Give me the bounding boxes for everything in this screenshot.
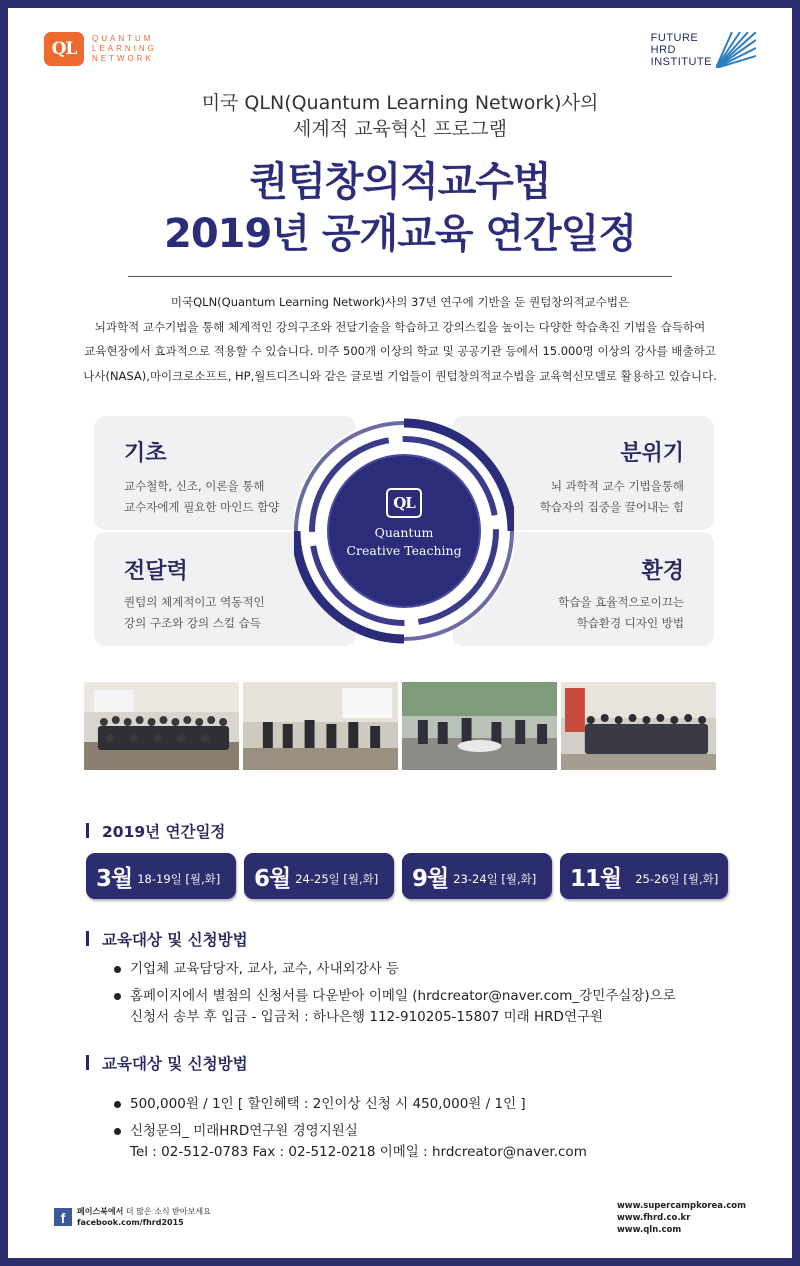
facebook-rest: 더 많은 소식 받아보세요 [123,1207,211,1216]
panel-line: 학습을 효율적으로이끄는 [558,595,684,609]
website-link[interactable]: www.supercampkorea.com [616,1201,746,1211]
schedule-dates: 25-26일 [월,화] [635,872,719,886]
list-item-line: 500,000원 / 1인 [ 할인혜택 : 2인이상 신청 시 450,000원 / 1인 ] [130,1096,526,1112]
page-title [8,156,792,260]
schedule-month: 6월 [254,865,291,892]
panel-text [540,476,684,518]
qct-diagram [94,408,714,654]
center-line: Creative Teaching [346,543,462,558]
website-link[interactable]: www.fhrd.co.kr [616,1213,691,1223]
panel-text [558,592,684,634]
schedule-month: 3월 [96,865,133,892]
schedule-item [244,853,394,899]
poster [8,8,792,1258]
panel-line: 학습환경 디자인 방법 [576,616,684,630]
subhead-line: 미국 QLN(Quantum Learning Network)사의 [201,92,599,114]
list-item [112,959,676,980]
schedule-month: 9월 [412,865,449,892]
fhrd-logo [651,32,756,68]
title-line: 퀀텀창의적교수법 [249,159,551,205]
list-item [112,986,676,1028]
title-line: 2019년 공개교육 연간일정 [164,211,636,257]
workshop-photo [402,682,557,770]
ql-logo-line: LEARNING [92,44,157,53]
facebook-bold: 페이스북에서 [77,1207,124,1216]
panel-line: 교수철학, 신조, 이론을 통해 [124,479,265,493]
target-list [112,959,676,1034]
center-line: Quantum [374,525,434,540]
intro-line: 뇌과학적 교수기법을 통해 체계적인 강의구조와 전달기술을 학습하고 강의스킬을 높이는 다양한 학습촉진 기법을 습득하여 [94,319,706,334]
facebook-icon: f [54,1208,72,1226]
intro-paragraph [38,290,762,388]
fhrd-logo-line: INSTITUTE [650,56,712,68]
schedule-dates: 18-19일 [월,화] [137,872,221,886]
ql-logo-text [92,34,157,64]
fee-heading: 교육대상 및 신청방법 [86,1052,248,1074]
list-item-line: 신청서 송부 후 입금 - 입금처 : 하나은행 112-910205-15807 미래 HRD연구원 [130,1009,604,1025]
list-item [112,1121,587,1163]
list-item-line: Tel : 02-512-0783 Fax : 02-512-0218 이메일 : hrdcreator@naver.com [130,1144,587,1160]
schedule-list [86,853,732,899]
sunburst-icon [716,32,756,68]
photo-strip [84,682,716,770]
ql-logo-line: QUANTUM [92,34,154,43]
panel-title: 기초 [124,441,167,466]
schedule-dates: 23-24일 [월,화] [453,872,537,886]
schedule-item [402,853,552,899]
panel-title: 환경 [641,559,684,584]
facebook-url[interactable]: facebook.com/fhrd2015 [77,1218,184,1227]
subhead [8,90,792,142]
facebook-text [77,1206,211,1228]
subhead-line: 세계적 교육혁신 프로그램 [293,118,507,140]
ql-logo-mark: QL [44,32,84,66]
schedule-item [560,853,728,899]
panel-text [124,476,279,518]
list-item-line: 홈페이지에서 별첨의 신청서를 다운받아 이메일 (hrdcreator@naver.com_강민주실장)으로 [130,988,676,1004]
fhrd-logo-line: FUTURE [650,32,699,44]
schedule-dates: 24-25일 [월,화] [295,872,379,886]
classroom-photo [243,682,398,770]
ql-logo-line: NETWORK [92,54,154,63]
ql-center-logo: QL [386,488,422,518]
panel-title: 전달력 [124,559,188,584]
fhrd-logo-text [651,32,712,68]
list-item-line: 신청문의_ 미래HRD연구원 경영지원실 [130,1123,358,1139]
divider [128,276,672,277]
panel-line: 교수자에게 필요한 마인드 함양 [124,500,280,514]
panel-line: 강의 구조와 강의 스킬 습득 [124,616,261,630]
qln-logo [44,32,157,66]
center-label [294,506,514,560]
panel-line: 뇌 과학적 교수 기법을통해 [550,479,684,493]
target-heading: 교육대상 및 신청방법 [86,928,248,950]
website-link[interactable]: www.qln.com [616,1225,682,1235]
intro-line: 교육현장에서 효과적으로 적용할 수 있습니다. 미주 500개 이상의 학교 및 공공기관 등에서 15.000명 이상의 강사를 배출하고 [84,344,716,358]
group-photo [84,682,239,770]
facebook-link[interactable] [54,1206,211,1228]
panel-line: 학습자의 집중을 끌어내는 힘 [539,500,684,514]
intro-line: 나사(NASA),마이크로소프트, HP,월트디즈니와 같은 글로벌 기업들이 퀀텀창의적교수법을 교육혁신모델로 활용하고 있습니다. [83,368,717,383]
fhrd-logo-line: HRD [650,44,676,56]
panel-title: 분위기 [620,441,684,466]
list-item-line: 기업체 교육담당자, 교사, 교수, 사내외강사 등 [130,961,400,977]
panel-line: 퀀텀의 체계적이고 역동적인 [124,595,265,609]
panel-text [124,592,265,634]
fee-list [112,1094,587,1169]
team-photo [561,682,716,770]
intro-line: 미국QLN(Quantum Learning Network)사의 37년 연구에 기반을 둔 퀀텀창의적교수법은 [170,295,630,309]
schedule-heading: 2019년 연간일정 [86,820,225,842]
schedule-month: 11월 [570,865,622,892]
schedule-item [86,853,236,899]
website-links [617,1200,746,1236]
list-item [112,1094,587,1115]
